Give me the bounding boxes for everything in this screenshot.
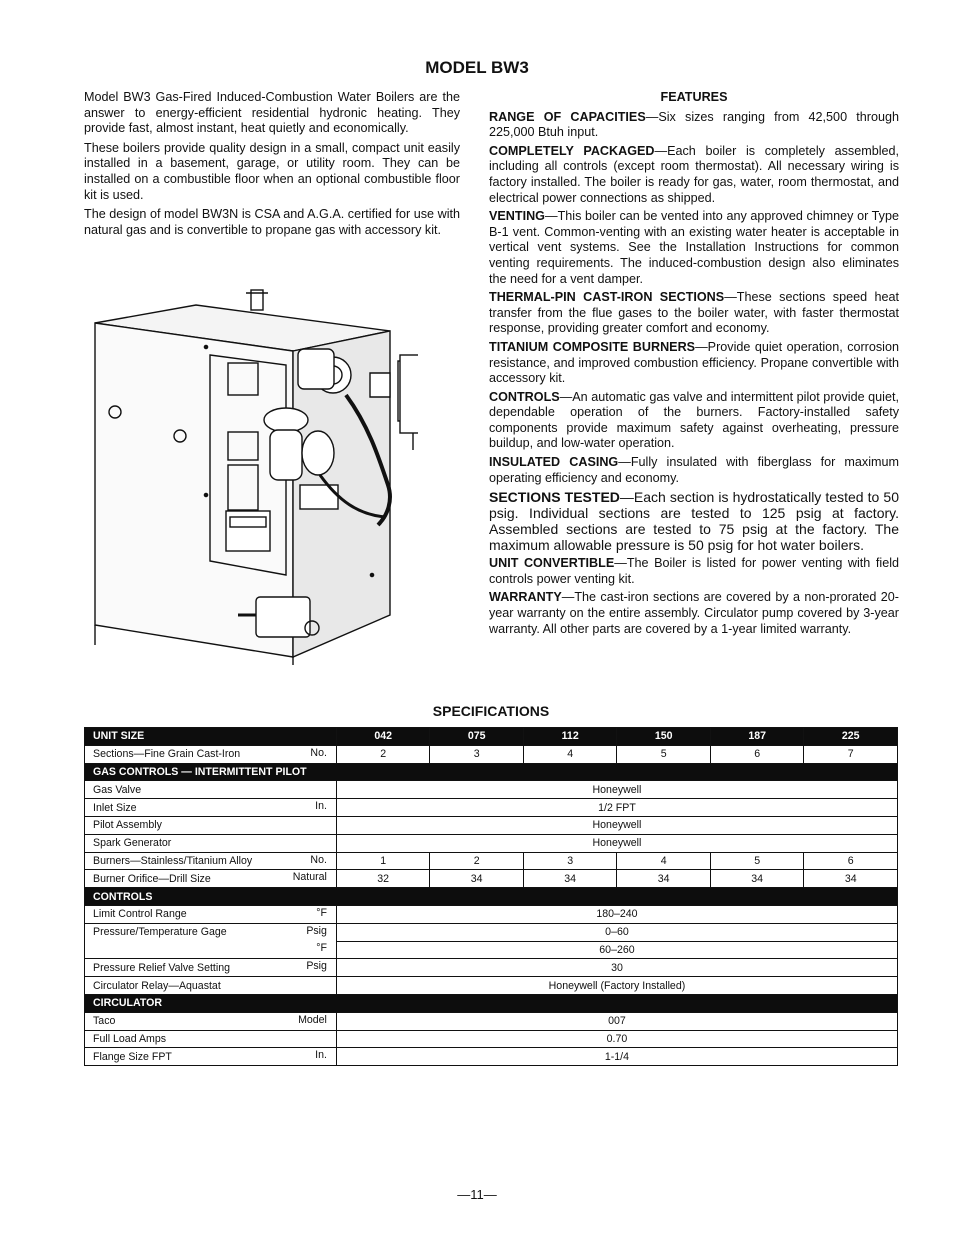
size-header: 042 <box>336 728 430 746</box>
row-label <box>85 977 337 995</box>
features-section <box>489 90 899 640</box>
table-cell: 0–60 <box>336 923 897 941</box>
row-label-text: Burners—Stainless/Titanium Alloy <box>93 854 253 867</box>
feature-item <box>489 556 899 587</box>
table-cell: 34 <box>710 870 804 888</box>
feature-item <box>489 290 899 337</box>
row-label <box>85 816 337 834</box>
table-cell: 5 <box>617 745 711 763</box>
table-row <box>85 977 898 995</box>
size-header: 075 <box>430 728 524 746</box>
feature-item <box>489 455 899 486</box>
section-bar <box>85 763 898 781</box>
row-label <box>85 799 337 817</box>
row-unit: In. <box>315 800 327 813</box>
feature-title: INSULATED CASING <box>489 455 619 470</box>
table-row <box>85 905 898 923</box>
table-cell: 2 <box>336 745 430 763</box>
feature-title: THERMAL-PIN CAST-IRON SECTIONS <box>489 290 725 305</box>
table-cell: 7 <box>804 745 898 763</box>
row-label <box>85 1048 337 1066</box>
table-cell: Honeywell <box>336 781 897 799</box>
table-row <box>85 941 898 959</box>
table-cell: 34 <box>430 870 524 888</box>
feature-text: —Provide quiet operation, corrosion resistance, and improved combustion efficiency. Propane convertible with accessory kit. <box>489 339 899 386</box>
table-cell: 34 <box>617 870 711 888</box>
feature-title: CONTROLS <box>489 389 560 404</box>
table-cell: 32 <box>336 870 430 888</box>
feature-item <box>489 590 899 637</box>
row-label <box>85 852 337 870</box>
table-cell: 2 <box>430 852 524 870</box>
table-cell: 4 <box>523 745 617 763</box>
table-row <box>85 1048 898 1066</box>
table-cell: 1/2 FPT <box>336 799 897 817</box>
row-label-text: Gas Valve <box>93 783 142 796</box>
row-label <box>85 1030 337 1048</box>
row-unit: Psig <box>306 960 327 973</box>
row-label-text: Flange Size FPT <box>93 1050 172 1063</box>
feature-title: RANGE OF CAPACITIES <box>489 109 646 124</box>
feature-text: —These sections speed heat transfer from the flue gases to the boiler water, with faster thermostat response, providing greater comfort and economy. <box>489 290 899 336</box>
table-cell: 60–260 <box>336 941 897 959</box>
table-row <box>85 1012 898 1030</box>
row-label-text: Pressure Relief Valve Setting <box>93 961 230 974</box>
table-row <box>85 834 898 852</box>
size-header: 112 <box>523 728 617 746</box>
intro-text <box>84 90 460 242</box>
row-label-text: Pilot Assembly <box>93 819 162 832</box>
feature-title: TITANIUM COMPOSITE BURNERS <box>489 339 696 354</box>
table-cell: 34 <box>523 870 617 888</box>
row-label-text: Spark Generator <box>93 837 172 850</box>
table-cell: 0.70 <box>336 1030 897 1048</box>
table-row <box>85 923 898 941</box>
boiler-illustration <box>88 285 418 665</box>
table-row <box>85 781 898 799</box>
row-label <box>85 959 337 977</box>
row-label-text: Limit Control Range <box>93 908 187 921</box>
table-cell: 3 <box>523 852 617 870</box>
table-cell: 30 <box>336 959 897 977</box>
feature-text: —This boiler can be vented into any approved chimney or Type B-1 vent. Common-venting with an existing water heater is acceptable in vertical vent systems. See the Installation Instructions for common venting requirements. The induced-combustion design also eliminates the need for a vent damper. <box>489 209 899 286</box>
controls-header: CONTROLS <box>85 888 898 906</box>
intro-paragraph: The design of model BW3N is CSA and A.G.A. certified for use with natural gas and is convertible to propane gas with accessory kit. <box>84 207 460 237</box>
circulator-header: CIRCULATOR <box>85 994 898 1012</box>
table-row <box>85 870 898 888</box>
row-unit: °F <box>316 942 327 955</box>
row-unit: Natural <box>292 871 327 884</box>
feature-text: —The Boiler is listed for power venting with field controls power venting kit. <box>489 556 899 586</box>
row-label-text: Inlet Size <box>93 801 137 814</box>
intro-paragraph: These boilers provide quality design in a small, compact unit easily installed in a basement, garage, or utility room. They can be installed on a combustible floor when an optional combustible floor kit is used. <box>84 140 460 202</box>
row-unit: Psig <box>306 924 327 937</box>
feature-text: —Each section is hydrostatically tested to 50 psig. Individual sections are tested to 125 psig at factory. Assembled sections are tested to 75 psig at the factory. The maximum allowable pressure is 50 psig for hot water boilers. <box>489 489 899 554</box>
page-number: —11— <box>457 1187 497 1202</box>
size-header: 225 <box>804 728 898 746</box>
feature-item <box>489 209 899 287</box>
table-row <box>85 816 898 834</box>
row-label-text: Taco <box>93 1015 116 1028</box>
row-label <box>85 905 337 923</box>
table-cell: 1-1/4 <box>336 1048 897 1066</box>
feature-item <box>489 110 899 141</box>
table-cell: 5 <box>710 852 804 870</box>
table-cell: 6 <box>710 745 804 763</box>
row-label <box>85 781 337 799</box>
row-label <box>85 745 337 763</box>
table-cell: 3 <box>430 745 524 763</box>
table-cell: 6 <box>804 852 898 870</box>
table-row <box>85 799 898 817</box>
section-bar <box>85 994 898 1012</box>
row-unit: No. <box>310 853 327 866</box>
section-bar <box>85 888 898 906</box>
table-cell: 4 <box>617 852 711 870</box>
feature-title: SECTIONS TESTED <box>489 489 620 506</box>
row-label-text: Pressure/Temperature Gage <box>93 926 227 939</box>
size-header: 187 <box>710 728 804 746</box>
page-title: MODEL BW3 <box>425 58 529 77</box>
table-cell: 1 <box>336 852 430 870</box>
table-cell: Honeywell (Factory Installed) <box>336 977 897 995</box>
row-unit: In. <box>315 1049 327 1062</box>
size-header: 150 <box>617 728 711 746</box>
intro-paragraph: Model BW3 Gas-Fired Induced-Combustion Water Boilers are the answer to energy-efficient residential hydronic heating. They provide fast, almost instant, heat quietly and economically. <box>84 90 460 136</box>
table-row <box>85 1030 898 1048</box>
feature-item <box>489 144 899 206</box>
feature-text: —The cast-iron sections are covered by a non-prorated 20-year warranty on the entire assembly. Circulator pump covered by 3-year warranty. All other parts are covered by a 1-year limited warranty. <box>489 590 899 636</box>
feature-title: VENTING <box>489 209 545 224</box>
table-row <box>85 959 898 977</box>
row-label-text: Burner Orifice—Drill Size <box>93 872 211 885</box>
table-cell: 007 <box>336 1012 897 1030</box>
gas-controls-header: GAS CONTROLS — INTERMITTENT PILOT <box>85 763 898 781</box>
table-row <box>85 852 898 870</box>
row-label-text: Circulator Relay—Aquastat <box>93 979 221 992</box>
feature-title: UNIT CONVERTIBLE <box>489 556 615 571</box>
row-label <box>85 941 337 959</box>
row-unit: °F <box>316 906 327 919</box>
table-header-row <box>85 728 898 746</box>
row-label <box>85 1012 337 1030</box>
specifications-table <box>84 727 898 1066</box>
feature-text: —Six sizes ranging from 42,500 through 225,000 Btuh input. <box>489 109 899 140</box>
specifications-heading: SPECIFICATIONS <box>432 703 550 719</box>
row-label <box>85 870 337 888</box>
feature-text: —Fully insulated with fiberglass for maximum operating efficiency and economy. <box>489 455 900 485</box>
feature-title: COMPLETELY PACKAGED <box>489 143 655 158</box>
table-cell: Honeywell <box>336 834 897 852</box>
table-cell: 34 <box>804 870 898 888</box>
feature-title: WARRANTY <box>489 590 562 605</box>
row-unit: Model <box>298 1013 327 1026</box>
row-unit: No. <box>310 746 327 759</box>
feature-text: —Each boiler is completely assembled, including all controls (except room thermostat). All necessary wiring is factory installed. The boiler is ready for gas, water, room thermostat, and electrical power connections as shipped. <box>489 143 900 205</box>
boiler-drawing <box>88 285 418 665</box>
row-label-text: Full Load Amps <box>93 1032 167 1045</box>
feature-item <box>489 489 899 553</box>
row-label <box>85 834 337 852</box>
row-label-text: Sections—Fine Grain Cast-Iron <box>93 748 241 761</box>
unit-size-header: UNIT SIZE <box>85 728 337 746</box>
feature-item <box>489 390 899 452</box>
table-row <box>85 745 898 763</box>
row-label <box>85 923 337 941</box>
table-cell: Honeywell <box>336 816 897 834</box>
feature-text: —An automatic gas valve and intermittent pilot provide quiet, dependable operation of the burners. Factory-installed safety components provide maximum safety against overheating, pressure buildup, and low-water operation. <box>489 389 899 451</box>
feature-item <box>489 340 899 387</box>
table-cell: 180–240 <box>336 905 897 923</box>
features-heading: FEATURES <box>660 90 728 104</box>
